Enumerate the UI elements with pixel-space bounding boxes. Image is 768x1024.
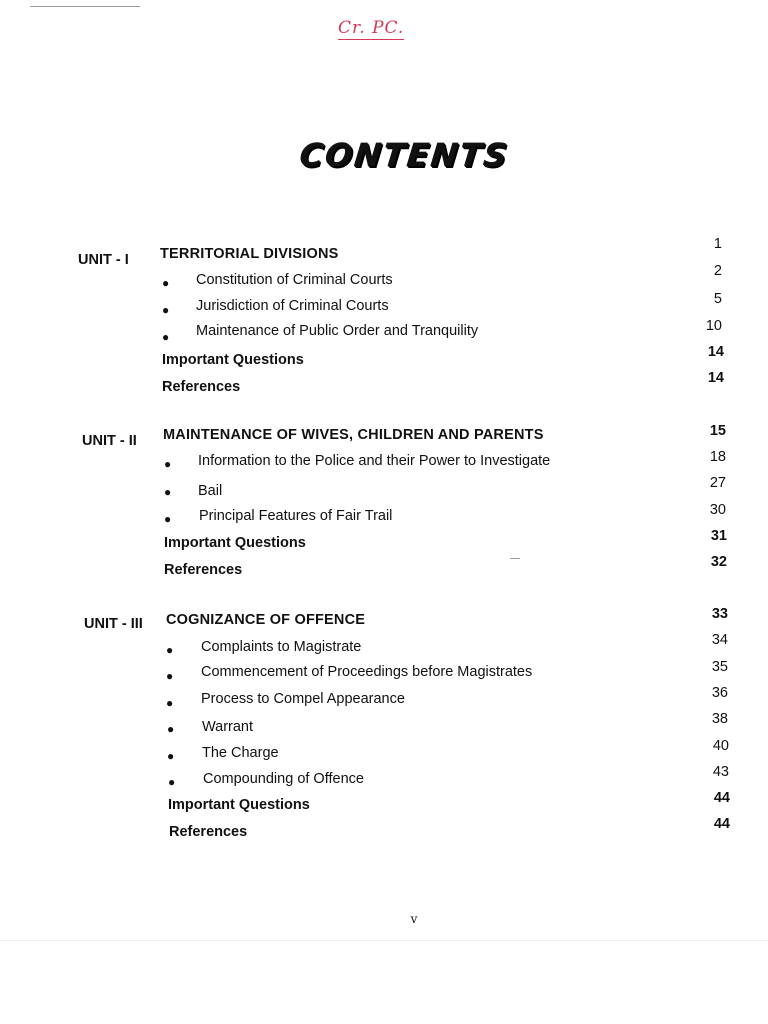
page-number: 31 bbox=[710, 528, 727, 544]
item-text: The Charge bbox=[202, 745, 279, 761]
page-number: 18 bbox=[709, 449, 726, 465]
unit-heading: COGNIZANCE OF OFFENCE bbox=[166, 612, 366, 628]
bullet-icon: ● bbox=[164, 512, 172, 526]
references-label: References bbox=[169, 824, 248, 840]
bullet-icon: ● bbox=[166, 643, 174, 657]
bullet-icon: ● bbox=[166, 669, 174, 683]
page-number: 40 bbox=[712, 738, 729, 754]
important-questions-label: Important Questions bbox=[168, 797, 310, 813]
page-title: CONTENTS bbox=[297, 136, 511, 174]
item-text: Maintenance of Public Order and Tranquility bbox=[196, 323, 479, 339]
item-text: Process to Compel Appearance bbox=[201, 691, 405, 707]
page-number: 35 bbox=[711, 659, 728, 675]
page-number: 1 bbox=[713, 236, 722, 252]
bullet-icon: ● bbox=[162, 330, 170, 344]
references-label: References bbox=[164, 562, 243, 578]
unit-heading: MAINTENANCE OF WIVES, CHILDREN AND PARENTS bbox=[163, 427, 544, 443]
references-label: References bbox=[162, 379, 241, 395]
page-number: 44 bbox=[713, 816, 730, 832]
bullet-icon: ● bbox=[167, 749, 175, 763]
important-questions-label: Important Questions bbox=[162, 352, 304, 368]
page-number: 5 bbox=[713, 291, 722, 307]
item-text: Bail bbox=[198, 483, 223, 499]
bullet-icon: ● bbox=[168, 775, 176, 789]
page-number: 36 bbox=[711, 685, 728, 701]
item-text: Principal Features of Fair Trail bbox=[199, 508, 393, 524]
unit-label: UNIT - II bbox=[82, 433, 137, 449]
bullet-icon: ● bbox=[162, 303, 170, 317]
unit-label: UNIT - I bbox=[78, 252, 129, 268]
page-number: 30 bbox=[709, 502, 726, 518]
page-number: 33 bbox=[711, 606, 728, 622]
bullet-icon: ● bbox=[167, 722, 175, 736]
page-number: 14 bbox=[707, 344, 724, 360]
unit-heading: TERRITORIAL DIVISIONS bbox=[160, 246, 339, 262]
page-number: 43 bbox=[712, 764, 729, 780]
page-footer-number: v bbox=[410, 912, 418, 926]
scan-speck bbox=[510, 558, 520, 559]
page-number: 38 bbox=[711, 711, 728, 727]
page-number: 32 bbox=[710, 554, 727, 570]
item-text: Information to the Police and their Power to Investigate bbox=[198, 453, 551, 469]
bullet-icon: ● bbox=[164, 457, 172, 471]
page-number: 2 bbox=[713, 263, 722, 279]
item-text: Complaints to Magistrate bbox=[201, 639, 362, 655]
item-text: Constitution of Criminal Courts bbox=[196, 272, 393, 288]
page-number: 10 bbox=[705, 318, 722, 334]
important-questions-label: Important Questions bbox=[164, 535, 306, 551]
bullet-icon: ● bbox=[164, 485, 172, 499]
bullet-icon: ● bbox=[166, 696, 174, 710]
handwritten-note: Cr. PC. bbox=[338, 18, 405, 38]
page-number: 34 bbox=[711, 632, 728, 648]
item-text: Compounding of Offence bbox=[203, 771, 364, 787]
page-number: 14 bbox=[707, 370, 724, 386]
bullet-icon: ● bbox=[162, 276, 170, 290]
scan-edge-line bbox=[0, 940, 768, 941]
page-number: 27 bbox=[709, 475, 726, 491]
item-text: Warrant bbox=[202, 719, 254, 735]
unit-label: UNIT - III bbox=[84, 616, 143, 632]
page-number: 15 bbox=[709, 423, 726, 439]
page-number: 44 bbox=[713, 790, 730, 806]
scan-edge-mark bbox=[30, 6, 140, 7]
item-text: Jurisdiction of Criminal Courts bbox=[196, 298, 389, 314]
item-text: Commencement of Proceedings before Magistrates bbox=[201, 664, 533, 680]
